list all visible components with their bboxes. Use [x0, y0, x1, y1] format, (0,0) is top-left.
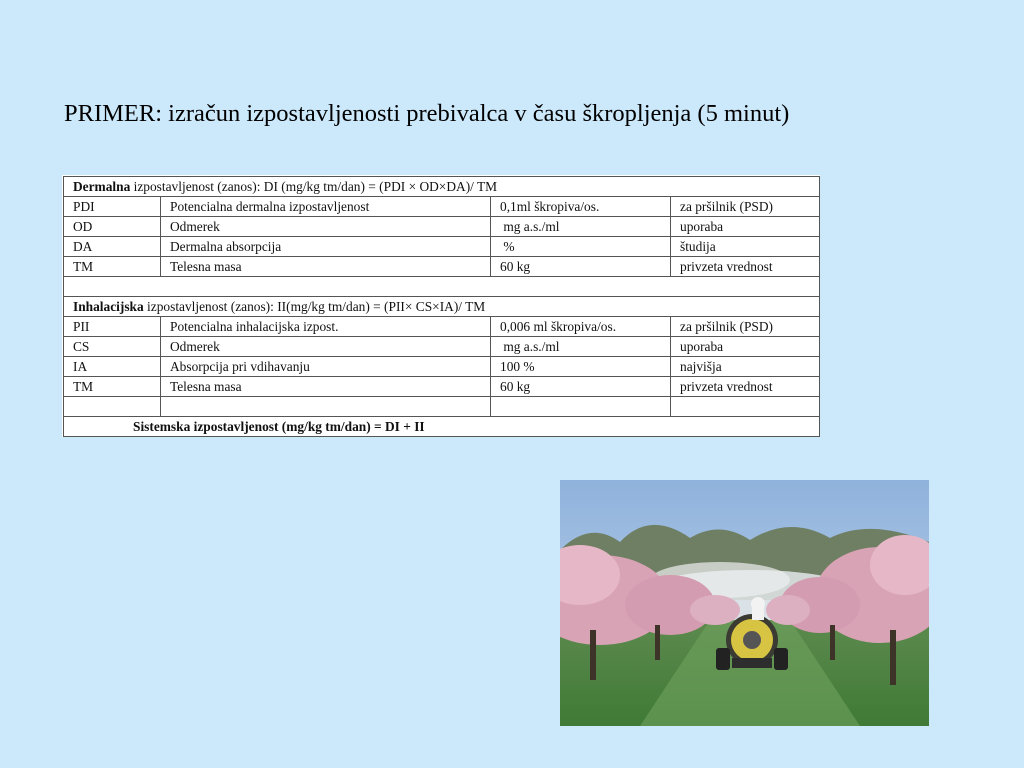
cell-source: najvišja [671, 357, 820, 377]
cell-description: Odmerek [161, 217, 491, 237]
cell-value: mg a.s./ml [491, 217, 671, 237]
inhal-header-row [64, 297, 820, 317]
cell-source: za pršilnik (PSD) [671, 317, 820, 337]
table-row [64, 337, 820, 357]
exposure-table [63, 176, 820, 437]
cell-value: 0,1ml škropiva/os. [491, 197, 671, 217]
cell-code: CS [64, 337, 161, 357]
table-row [64, 257, 820, 277]
cell-source: privzeta vrednost [671, 257, 820, 277]
cell-code: IA [64, 357, 161, 377]
cell-description: Dermalna absorpcija [161, 237, 491, 257]
exposure-table-image [62, 175, 820, 437]
dermal-header-row [64, 177, 820, 197]
cell-code: TM [64, 377, 161, 397]
cell-description: Telesna masa [161, 377, 491, 397]
table-row [64, 197, 820, 217]
summary-formula: Sistemska izpostavljenost (mg/kg tm/dan) = DI + II [133, 419, 425, 434]
cell-description: Potencialna inhalacijska izpost. [161, 317, 491, 337]
empty-row [64, 397, 820, 417]
cell-value: mg a.s./ml [491, 337, 671, 357]
cell-code: PDI [64, 197, 161, 217]
summary-row [64, 417, 820, 437]
cell-value: 0,006 ml škropiva/os. [491, 317, 671, 337]
cell-code: DA [64, 237, 161, 257]
cell-value: % [491, 237, 671, 257]
table-row [64, 237, 820, 257]
cell-value: 60 kg [491, 257, 671, 277]
cell-value: 60 kg [491, 377, 671, 397]
cell-value: 100 % [491, 357, 671, 377]
table-row [64, 317, 820, 337]
inhal-header-bold: Inhalacijska [73, 299, 144, 314]
inhal-header-formula: izpostavljenost (zanos): II(mg/kg tm/dan) = (PII× CS×IA)/ TM [143, 299, 486, 314]
table-row [64, 357, 820, 377]
cell-description: Potencialna dermalna izpostavljenost [161, 197, 491, 217]
dermal-header-formula: izpostavljenost (zanos): DI (mg/kg tm/dan) = (PDI × OD×DA)/ TM [130, 179, 498, 194]
cell-description: Telesna masa [161, 257, 491, 277]
cell-source: za pršilnik (PSD) [671, 197, 820, 217]
slide-title: PRIMER: izračun izpostavljenosti prebivalca v času škropljenja (5 minut) [64, 100, 790, 127]
table-row [64, 217, 820, 237]
dermal-header-bold: Dermalna [73, 179, 131, 194]
cell-source: uporaba [671, 337, 820, 357]
table-row [64, 377, 820, 397]
cell-source: privzeta vrednost [671, 377, 820, 397]
cell-code: TM [64, 257, 161, 277]
cell-code: OD [64, 217, 161, 237]
cell-source: študija [671, 237, 820, 257]
cell-description: Absorpcija pri vdihavanju [161, 357, 491, 377]
cell-description: Odmerek [161, 337, 491, 357]
spacer-row [64, 277, 820, 297]
cell-code: PII [64, 317, 161, 337]
orchard-spraying-photo [560, 480, 929, 726]
cell-source: uporaba [671, 217, 820, 237]
